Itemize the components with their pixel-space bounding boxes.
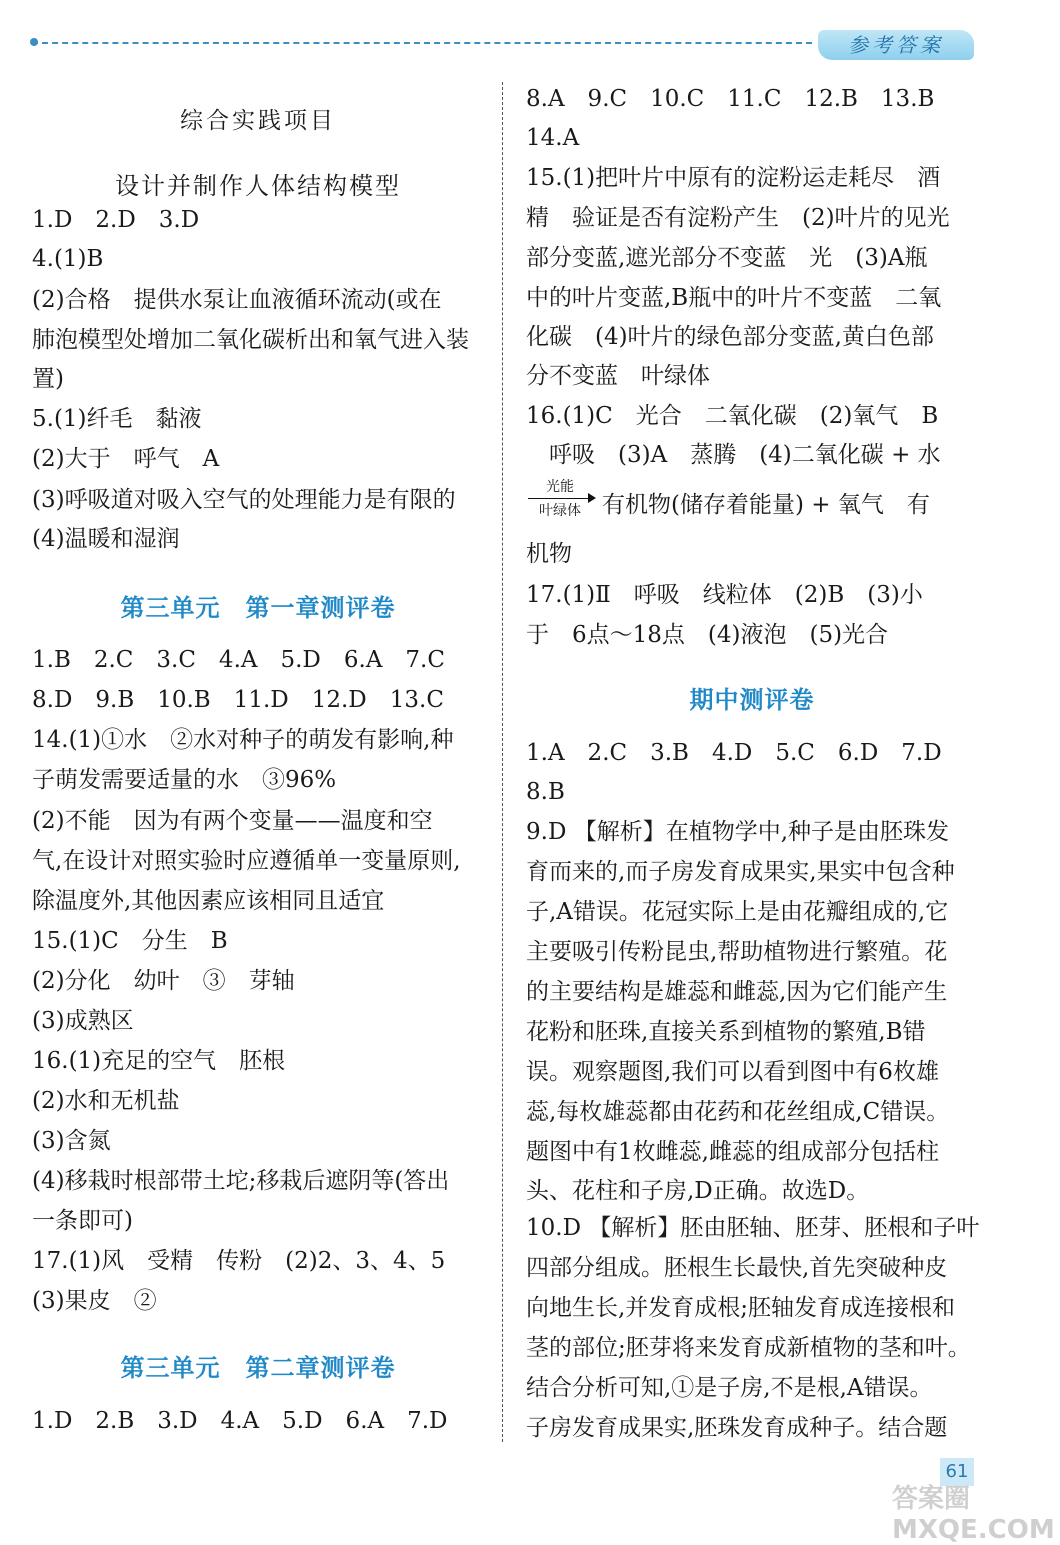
answer-line: (3)成熟区 [32, 1008, 134, 1034]
answer-line: 头、花柱和子房,D正确。故选D。 [526, 1178, 870, 1204]
answer-line: 结合分析可知,①是子房,不是根,A错误。 [526, 1375, 933, 1401]
answer-line: 的主要结构是雄蕊和雌蕊,因为它们能产生 [526, 979, 948, 1005]
unit-heading: 第三单元 第二章测评卷 [120, 1354, 396, 1382]
answer-line: 16.(1)C 光合 二氧化碳 (2)氧气 B [526, 403, 939, 429]
answer-line: 蕊,每枚雄蕊都由花药和花丝组成,C错误。 [526, 1099, 950, 1125]
answer-line: 机物 [526, 541, 572, 567]
answer-line: 1.A 2.C 3.B 4.D 5.C 6.D 7.D [526, 740, 942, 766]
answer-line: 1.D 2.B 3.D 4.A 5.D 6.A 7.D [32, 1408, 448, 1434]
answer-line: 化碳 (4)叶片的绿色部分变蓝,黄白色部 [526, 324, 934, 350]
answer-line: 子萌发需要适量的水 ③96% [32, 767, 337, 793]
photosynthesis-arrow [526, 478, 594, 522]
answer-line: (3)果皮 ② [32, 1288, 157, 1314]
section-title: 综合实践项目 [180, 108, 336, 134]
arrow-icon [528, 498, 594, 499]
answer-line: 题图中有1枚雌蕊,雌蕊的组成部分包括柱 [526, 1139, 939, 1165]
header-dashed-rule [32, 42, 812, 44]
answer-line: 子房发育成果实,胚珠发育成种子。结合题 [526, 1415, 948, 1441]
answer-line: 育而来的,而子房发育成果实,果实中包含种 [526, 859, 955, 885]
answer-line: 15.(1)把叶片中原有的淀粉运走耗尽 酒 [526, 165, 941, 191]
answer-line: 14.A [526, 125, 580, 151]
answer-line: (4)移栽时根部带土坨;移栽后遮阴等(答出 [32, 1168, 450, 1194]
column-divider [502, 82, 503, 1442]
answer-line: 有机物(储存着能量) + 氧气 有 [602, 492, 930, 518]
answer-line: 四部分组成。胚根生长最快,首先突破种皮 [526, 1255, 948, 1281]
answer-line: 17.(1)Ⅱ 呼吸 线粒体 (2)B (3)小 [526, 582, 923, 608]
arrow-condition-light: 光能 [546, 479, 574, 495]
answer-line: 呼吸 (3)A 蒸腾 (4)二氧化碳 + 水 [526, 442, 941, 468]
answer-line: (2)水和无机盐 [32, 1088, 180, 1114]
answer-line: 8.D 9.B 10.B 11.D 12.D 13.C [32, 687, 444, 713]
answer-line: (2)分化 幼叶 ③ 芽轴 [32, 968, 295, 994]
answer-line: 茎的部位;胚芽将来发育成新植物的茎和叶。 [526, 1335, 971, 1361]
answer-line: 8.B [526, 779, 565, 805]
answer-line: 4.(1)B [32, 246, 104, 272]
unit-heading: 期中测评卷 [689, 686, 815, 714]
unit-heading: 第三单元 第一章测评卷 [120, 594, 396, 622]
answer-line: 向地生长,并发育成根;胚轴发育成连接根和 [526, 1295, 956, 1321]
answer-line: (3)含氮 [32, 1128, 111, 1154]
watermark: 答案圈 MXQE.COM [892, 1484, 1055, 1545]
arrow-condition-chloroplast: 叶绿体 [539, 503, 581, 519]
answer-line: 精 验证是否有淀粉产生 (2)叶片的见光 [526, 205, 950, 231]
answer-line: (2)合格 提供水泵让血液循环流动(或在 [32, 287, 442, 313]
page-number: 61 [940, 1458, 974, 1486]
answer-line: 中的叶片变蓝,B瓶中的叶片不变蓝 二氧 [526, 285, 942, 311]
answer-line: 子,A错误。花冠实际上是由花瓣组成的,它 [526, 899, 949, 925]
answer-line: (2)不能 因为有两个变量——温度和空 [32, 808, 433, 834]
answer-line: 肺泡模型处增加二氧化碳析出和氧气进入装 [32, 327, 469, 353]
answer-line: 一条即可) [32, 1208, 133, 1234]
answer-line: 花粉和胚珠,直接关系到植物的繁殖,B错 [526, 1019, 926, 1045]
answer-line: 8.A 9.C 10.C 11.C 12.B 13.B [526, 86, 935, 112]
answer-line: 9.D 【解析】在植物学中,种子是由胚珠发 [526, 819, 950, 845]
answer-line: 5.(1)纤毛 黏液 [32, 406, 202, 432]
answer-line: 10.D 【解析】胚由胚轴、胚芽、胚根和子叶 [526, 1215, 980, 1241]
answer-line: 14.(1)①水 ②水对种子的萌发有影响,种 [32, 727, 454, 753]
answer-line: 主要吸引传粉昆虫,帮助植物进行繁殖。花 [526, 939, 948, 965]
answer-line: 1.B 2.C 3.C 4.A 5.D 6.A 7.C [32, 647, 445, 673]
answer-line: 分不变蓝 叶绿体 [526, 363, 710, 389]
answer-line: (3)呼吸道对吸入空气的处理能力是有限的 [32, 487, 456, 513]
answer-line: 置) [32, 366, 64, 392]
section-subtitle: 设计并制作人体结构模型 [115, 172, 401, 200]
answer-line: 气,在设计对照实验时应遵循单一变量原则, [32, 848, 461, 874]
answer-line: 除温度外,其他因素应该相同且适宜 [32, 888, 385, 914]
answer-line: 部分变蓝,遮光部分不变蓝 光 (3)A瓶 [526, 245, 928, 271]
answer-section-tag: 参考答案 [818, 30, 974, 60]
answer-line: 误。观察题图,我们可以看到图中有6枚雄 [526, 1059, 939, 1085]
answer-line: 于 6点～18点 (4)液泡 (5)光合 [526, 622, 889, 648]
answer-line: 17.(1)风 受精 传粉 (2)2、3、4、5 [32, 1248, 446, 1274]
answer-line: (2)大于 呼气 A [32, 446, 220, 472]
answer-line: 16.(1)充足的空气 胚根 [32, 1048, 286, 1074]
answer-line: (4)温暖和湿润 [32, 526, 180, 552]
answer-line: 1.D 2.D 3.D [32, 207, 200, 233]
answer-line: 15.(1)C 分生 B [32, 928, 228, 954]
